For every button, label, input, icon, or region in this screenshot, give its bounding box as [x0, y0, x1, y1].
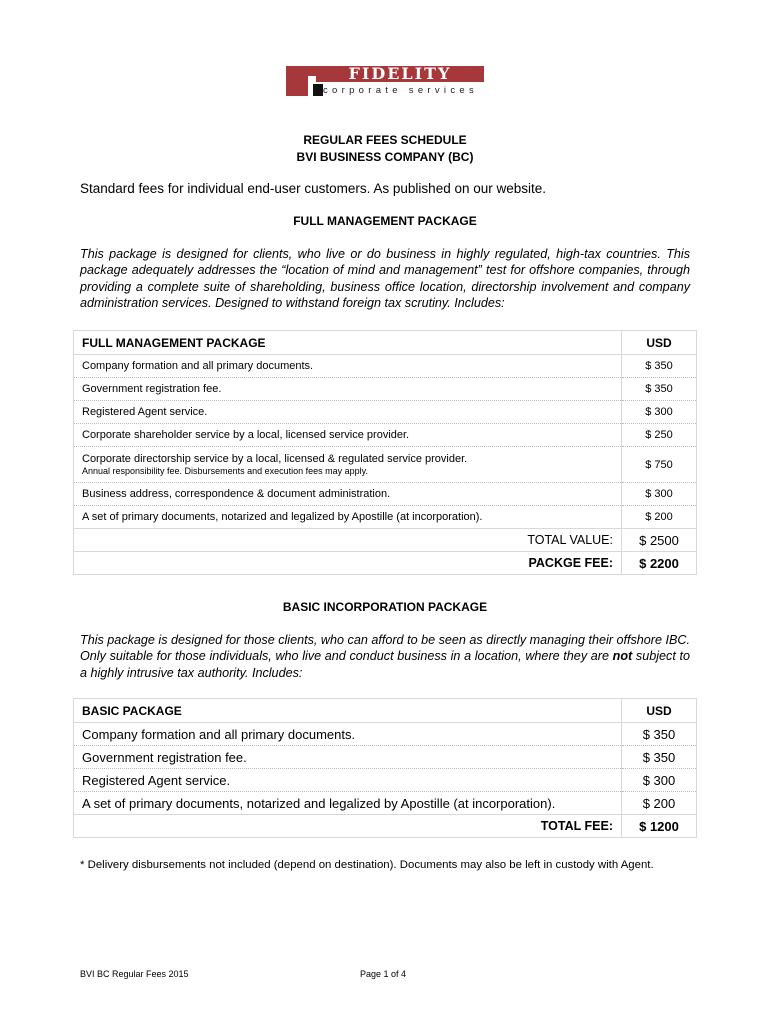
document-title: REGULAR FEES SCHEDULE [303, 133, 467, 147]
full-package-heading: FULL MANAGEMENT PACKAGE [293, 214, 477, 228]
table-row [74, 401, 697, 424]
fee-price: $ 200 [622, 506, 697, 529]
description-text: This package is designed for those clients, who can afford to be seen as directly managing their offshore IBC. Only suitable for those individuals, who live and conduct business in a location, where they are [80, 633, 690, 664]
fee-price: $ 350 [622, 746, 697, 769]
total-value-label: TOTAL VALUE: [74, 529, 622, 552]
package-fee-label: PACKGE FEE: [74, 552, 622, 575]
table-row [74, 424, 697, 447]
table-row [74, 769, 697, 792]
table-header-label: BASIC PACKAGE [74, 699, 622, 723]
logo-name: FIDELITY [316, 66, 484, 82]
table-row [74, 506, 697, 529]
footnote: * Delivery disbursements not included (depend on destination). Documents may also be left in custody with Agent. [80, 859, 654, 871]
fee-price: $ 350 [622, 355, 697, 378]
fee-price: $ 300 [622, 769, 697, 792]
fee-price: $ 300 [622, 483, 697, 506]
fee-label: Corporate shareholder service by a local, licensed service provider. [74, 424, 622, 447]
total-value-row [74, 529, 697, 552]
fee-price: $ 300 [622, 401, 697, 424]
total-fee-label: TOTAL FEE: [74, 815, 622, 838]
total-fee: $ 1200 [622, 815, 697, 838]
intro-text: Standard fees for individual end-user customers. As published on our website. [80, 181, 547, 196]
fee-label [74, 447, 622, 483]
fee-price: $ 750 [622, 447, 697, 483]
table-header-currency: USD [622, 331, 697, 355]
table-row [74, 447, 697, 483]
table-row [74, 723, 697, 746]
document-subtitle: BVI BUSINESS COMPANY (BC) [296, 150, 474, 164]
fee-price: $ 350 [622, 723, 697, 746]
package-fee-row [74, 552, 697, 575]
full-package-table [73, 330, 697, 575]
fee-label: Company formation and all primary documents. [74, 355, 622, 378]
basic-package-table [73, 698, 697, 838]
total-value: $ 2500 [622, 529, 697, 552]
fee-price: $ 350 [622, 378, 697, 401]
fee-label: A set of primary documents, notarized and legalized by Apostille (at incorporation). [74, 792, 622, 815]
package-fee: $ 2200 [622, 552, 697, 575]
table-row [74, 792, 697, 815]
table-row [74, 746, 697, 769]
logo-subtitle: corporate services [323, 85, 479, 96]
table-row [74, 378, 697, 401]
fee-label: Business address, correspondence & document administration. [74, 483, 622, 506]
table-header-row [74, 331, 697, 355]
full-package-description: This package is designed for clients, who live or do business in highly regulated, high-tax countries. This package adequately addresses the “location of mind and management” test for offshore companies, through providing a complete suite of shareholding, business office location, directorship involvement and company administration services. Designed to withstand foreign tax scrutiny. Includes: [80, 247, 690, 311]
fee-label: Registered Agent service. [74, 769, 622, 792]
table-header-row [74, 699, 697, 723]
footer-page-number: Page 1 of 4 [360, 969, 407, 979]
fee-label: Government registration fee. [74, 746, 622, 769]
table-row [74, 483, 697, 506]
fidelity-logo [286, 66, 486, 98]
fee-label-main: Corporate directorship service by a local, licensed & regulated service provider. [82, 452, 468, 465]
fee-label: Registered Agent service. [74, 401, 622, 424]
footer-document-name: BVI BC Regular Fees 2015 [80, 969, 189, 979]
fee-label: Company formation and all primary documents. [74, 723, 622, 746]
basic-package-description [80, 632, 690, 681]
table-header-label: FULL MANAGEMENT PACKAGE [74, 331, 622, 355]
basic-package-heading: BASIC INCORPORATION PACKAGE [282, 600, 488, 614]
description-emphasis: not [612, 649, 633, 664]
fee-label: A set of primary documents, notarized and legalized by Apostille (at incorporation). [74, 506, 622, 529]
fee-note: Annual responsibility fee. Disbursements and execution fees may apply. [82, 465, 368, 476]
description-text: subject to a highly intrusive tax authority. Includes: [80, 649, 690, 680]
fee-price: $ 250 [622, 424, 697, 447]
fee-price: $ 200 [622, 792, 697, 815]
table-header-currency: USD [622, 699, 697, 723]
total-fee-row [74, 815, 697, 838]
fee-label: Government registration fee. [74, 378, 622, 401]
table-row [74, 355, 697, 378]
